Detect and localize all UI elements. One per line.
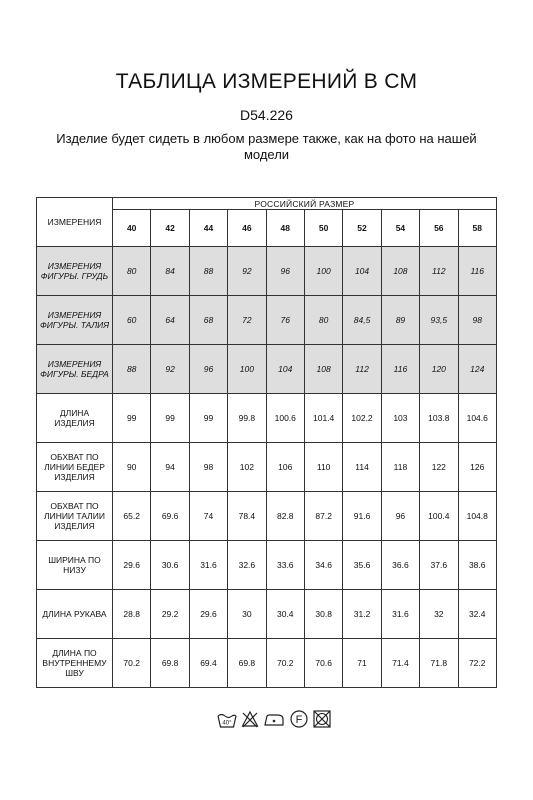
table-cell: 99: [113, 394, 151, 443]
table-cell: 28.8: [113, 590, 151, 639]
table-cell: 104.8: [458, 492, 496, 541]
table-cell: 120: [420, 345, 458, 394]
table-cell: 32: [420, 590, 458, 639]
table-cell: 30.4: [266, 590, 304, 639]
table-cell: 69.8: [151, 639, 189, 688]
table-cell: 93,5: [420, 296, 458, 345]
table-cell: 103.8: [420, 394, 458, 443]
table-cell: 84: [151, 247, 189, 296]
table-cell: 112: [420, 247, 458, 296]
table-cell: 71.4: [381, 639, 419, 688]
table-cell: 30.6: [151, 541, 189, 590]
table-cell: 122: [420, 443, 458, 492]
table-cell: 76: [266, 296, 304, 345]
table-cell: 38.6: [458, 541, 496, 590]
table-cell: 65.2: [113, 492, 151, 541]
table-cell: 37.6: [420, 541, 458, 590]
table-cell: 36.6: [381, 541, 419, 590]
table-row: [37, 590, 497, 639]
wash-temp-label: 40°: [222, 720, 232, 727]
table-row: [37, 345, 497, 394]
table-row: [37, 443, 497, 492]
table-cell: 92: [228, 247, 266, 296]
table-cell: 100.4: [420, 492, 458, 541]
table-cell: 34.6: [304, 541, 342, 590]
table-cell: 104: [343, 247, 381, 296]
size-header: 44: [189, 210, 227, 247]
dry-clean-f-icon: [289, 709, 309, 729]
table-cell: 70.2: [113, 639, 151, 688]
table-cell: 96: [381, 492, 419, 541]
table-cell: 70.2: [266, 639, 304, 688]
table-cell: 101.4: [304, 394, 342, 443]
table-cell: 32.4: [458, 590, 496, 639]
table-cell: 72.2: [458, 639, 496, 688]
table-cell: 68: [189, 296, 227, 345]
table-cell: 70.6: [304, 639, 342, 688]
table-cell: 31.6: [381, 590, 419, 639]
table-cell: 106: [266, 443, 304, 492]
table-cell: 80: [113, 247, 151, 296]
page-title: ТАБЛИЦА ИЗМЕРЕНИЙ В СМ: [115, 70, 418, 93]
row-label: ДЛИНА РУКАВА: [37, 590, 113, 639]
size-header: 42: [151, 210, 189, 247]
size-table: [36, 197, 497, 688]
table-cell: 108: [381, 247, 419, 296]
table-cell: 87.2: [304, 492, 342, 541]
size-header: 48: [266, 210, 304, 247]
size-header: 46: [228, 210, 266, 247]
table-cell: 89: [381, 296, 419, 345]
table-cell: 99.8: [228, 394, 266, 443]
table-cell: 29.6: [189, 590, 227, 639]
table-cell: 98: [189, 443, 227, 492]
row-label: ОБХВАТ ПО ЛИНИИ ТАЛИИ ИЗДЕЛИЯ: [37, 492, 113, 541]
table-cell: 29.6: [113, 541, 151, 590]
table-cell: 98: [458, 296, 496, 345]
table-cell: 100: [304, 247, 342, 296]
table-cell: 99: [189, 394, 227, 443]
table-row: [37, 296, 497, 345]
article-number: D54.226: [240, 107, 293, 123]
table-cell: 126: [458, 443, 496, 492]
table-cell: 102.2: [343, 394, 381, 443]
table-cell: 110: [304, 443, 342, 492]
table-cell: 30.8: [304, 590, 342, 639]
table-cell: 103: [381, 394, 419, 443]
table-cell: 102: [228, 443, 266, 492]
corner-header: ИЗМЕРЕНИЯ: [37, 198, 113, 247]
table-cell: 74: [189, 492, 227, 541]
table-cell: 84,5: [343, 296, 381, 345]
table-cell: 108: [304, 345, 342, 394]
table-cell: 116: [458, 247, 496, 296]
table-cell: 88: [113, 345, 151, 394]
table-row: [37, 639, 497, 688]
size-header: 56: [420, 210, 458, 247]
table-row: [37, 247, 497, 296]
table-cell: 69.8: [228, 639, 266, 688]
no-bleach-icon: [241, 709, 259, 729]
table-cell: 78.4: [228, 492, 266, 541]
wash-40-icon: [216, 709, 238, 729]
table-cell: 104.6: [458, 394, 496, 443]
table-cell: 82.8: [266, 492, 304, 541]
table-cell: 112: [343, 345, 381, 394]
table-cell: 99: [151, 394, 189, 443]
table-cell: 116: [381, 345, 419, 394]
row-label: ИЗМЕРЕНИЯ ФИГУРЫ. ТАЛИЯ: [37, 296, 113, 345]
size-header: 58: [458, 210, 496, 247]
table-cell: 32.6: [228, 541, 266, 590]
table-cell: 100.6: [266, 394, 304, 443]
row-label: ДЛИНА ИЗДЕЛИЯ: [37, 394, 113, 443]
no-tumble-dry-icon: [312, 709, 332, 729]
table-cell: 60: [113, 296, 151, 345]
table-cell: 124: [458, 345, 496, 394]
table-cell: 64: [151, 296, 189, 345]
table-cell: 91.6: [343, 492, 381, 541]
table-cell: 69.4: [189, 639, 227, 688]
table-cell: 94: [151, 443, 189, 492]
table-cell: 30: [228, 590, 266, 639]
table-cell: 92: [151, 345, 189, 394]
table-cell: 80: [304, 296, 342, 345]
fit-note: Изделие будет сидеть в любом размере также, как на фото на нашей модели: [56, 131, 477, 162]
table-row: [37, 394, 497, 443]
table-cell: 71: [343, 639, 381, 688]
table-cell: 90: [113, 443, 151, 492]
table-cell: 31.2: [343, 590, 381, 639]
size-group-header: РОССИЙСКИЙ РАЗМЕР: [113, 198, 497, 210]
size-header: 54: [381, 210, 419, 247]
table-cell: 96: [266, 247, 304, 296]
care-icons: [216, 709, 332, 729]
row-label: ИЗМЕРЕНИЯ ФИГУРЫ. ГРУДЬ: [37, 247, 113, 296]
row-label: ДЛИНА ПО ВНУТРЕННЕМУ ШВУ: [37, 639, 113, 688]
size-header: 52: [343, 210, 381, 247]
table-cell: 96: [189, 345, 227, 394]
table-cell: 104: [266, 345, 304, 394]
table-cell: 118: [381, 443, 419, 492]
table-row: [37, 541, 497, 590]
size-header: 40: [113, 210, 151, 247]
dry-clean-letter: F: [295, 714, 303, 726]
row-label: ОБХВАТ ПО ЛИНИИ БЕДЕР ИЗДЕЛИЯ: [37, 443, 113, 492]
low-iron-icon: [262, 709, 286, 729]
row-label: ШИРИНА ПО НИЗУ: [37, 541, 113, 590]
table-cell: 69.6: [151, 492, 189, 541]
table-row: [37, 492, 497, 541]
row-label: ИЗМЕРЕНИЯ ФИГУРЫ. БЕДРА: [37, 345, 113, 394]
table-cell: 88: [189, 247, 227, 296]
size-header: 50: [304, 210, 342, 247]
table-cell: 29.2: [151, 590, 189, 639]
table-cell: 72: [228, 296, 266, 345]
table-cell: 100: [228, 345, 266, 394]
table-cell: 31.6: [189, 541, 227, 590]
table-cell: 114: [343, 443, 381, 492]
table-cell: 35.6: [343, 541, 381, 590]
table-cell: 33.6: [266, 541, 304, 590]
table-cell: 71.8: [420, 639, 458, 688]
